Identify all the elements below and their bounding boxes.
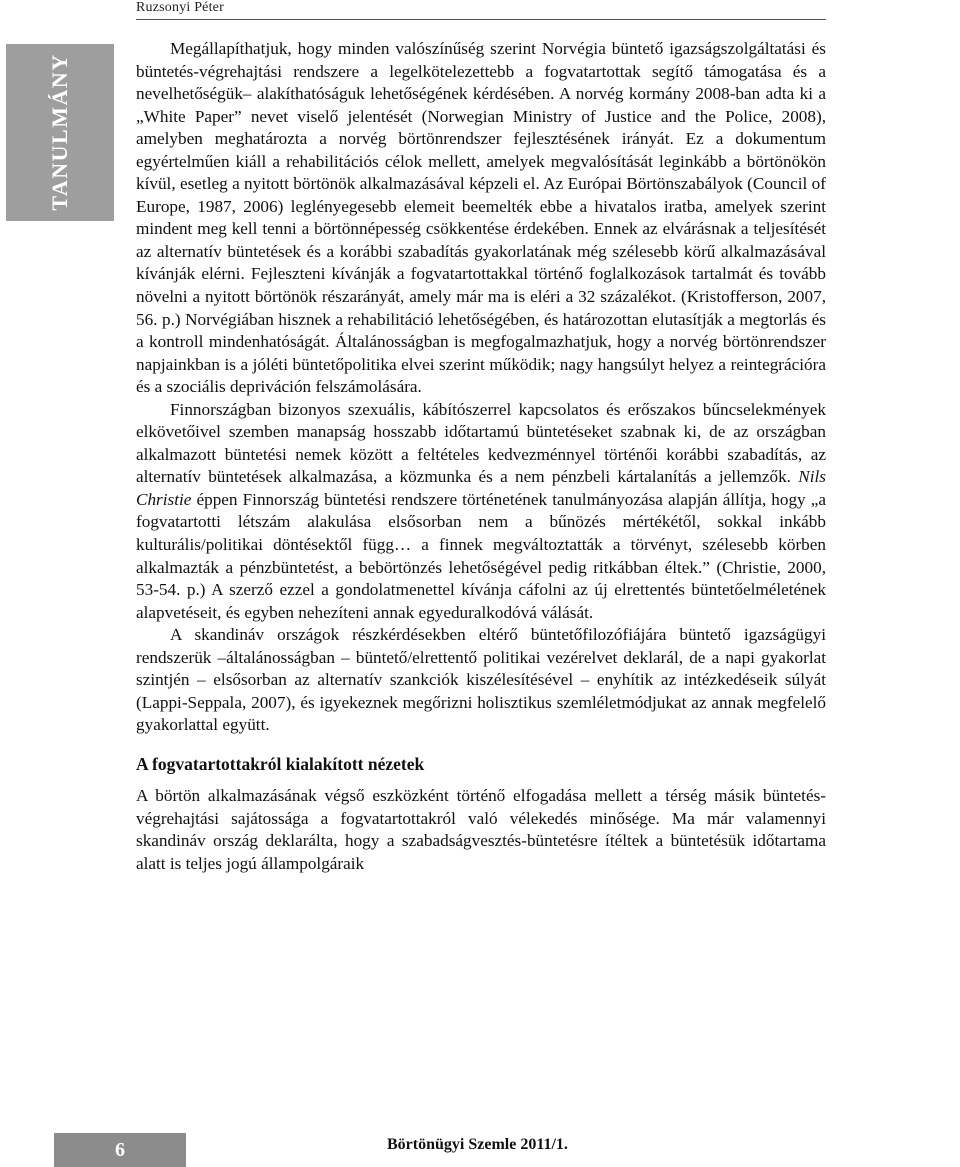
article-body <box>136 38 826 875</box>
journal-title: Börtönügyi Szemle 2011/1. <box>387 1136 568 1153</box>
header-rule <box>136 19 826 20</box>
section-tab <box>6 44 114 221</box>
page-number: 6 <box>115 1139 125 1161</box>
paragraph-finland-part2: éppen Finnország büntetési rendszere történetének tanulmányozása alapján állítja, hogy „a fogvatartotti létszám alakulása elsősorban nem a bűnözés mértékétől, sokkal inkább kulturális/politikai döntésektől függ… a finnek megváltoztatták a törvényt, szélesebb körben alkalmazták a pénzbüntetést, a bebörtönzés lehetőségével pedig ritkábban éltek.” (Christie, 2000, 53-54. p.) A szerző ezzel a gondolatmenettel kívánja cáfolni az új elrettentés büntetőelméletének alapvetéseit, és egyben nehezíteni annak egyeduralkodóvá válását. <box>136 489 826 622</box>
paragraph-finland <box>136 399 826 624</box>
paragraph-norway: Megállapíthatjuk, hogy minden valószínűség szerint Norvégia büntető igazságszolgáltatási és büntetés-végrehajtási rendszere a legelkötelezettebb a fogvatartottak segítő támogatása és a nevelhetőségük– alakíthatóságuk lehetőségének kérdésében. A norvég kormány 2008-ban adta ki a „White Paper” nevet viselő jelentését (Norwegian Ministry of Justice and the Police, 2008), amelyben meghatározta a norvég börtönrendszer fejlesztésének irányát. Ez a dokumentum egyértelműen kiáll a rehabilitációs célok mellett, amelyek megvalósítását leginkább a börtönökön kívül, esetleg a nyitott börtönök alkalmazásával képzeli el. Az Európai Börtönszabályok (Council of Europe, 1987, 2006) leglényegesebb elemeit beemelték ebbe a hivatalos iratba, amelyek szerint mindent meg kell tenni a börtönnépesség csökkentése érdekében. Ennek az elvárásnak a teljesítését az alternatív büntetések és a korábbi szabadítás gyakorlatának még szélesebb körű alkalmazásával kívánják elérni. Fejleszteni kívánják a fogvatartottakkal történő foglalkozások tartalmát és tovább növelni a nyitott börtönök részarányát, amely már ma is eléri a 32 százalékot. (Kristofferson, 2007, 56. p.) Norvégiában hisznek a rehabilitáció lehetőségében, és határozottan elutasítják a megtorlás és a kontroll mindenhatóságát. Általánosságban is megfogalmazhatjuk, hogy a norvég börtönrendszer napjainkban is a jóléti büntetőpolitika elvei szerint működik; nagy hangsúlyt helyez a reintegrációra és a szociális depriváción felszámolására. <box>136 39 826 397</box>
page-number-box <box>54 1133 186 1167</box>
paragraph-scandinavia: A skandináv országok részkérdésekben eltérő büntetőfilozófiájára büntető igazságügyi rendszerük –általánosságban – büntető/elrettentő politikai vezérelvet deklarál, de a napi gyakorlat szintjén – elsősorban az alternatív szankciók kiszélesítésével – enyhítik az intézkedéseik súlyát (Lappi-Seppala, 2007), és igyekeznek megőrizni holisztikus szemléletmódjukat az annak megfelelő gyakorlattal együtt. <box>136 625 826 735</box>
running-head-author: Ruzsonyi Péter <box>136 0 224 15</box>
section-tab-label: TANULMÁNY <box>47 53 72 211</box>
paragraph-finland-part1: Finnországban bizonyos szexuális, kábítószerrel kapcsolatos és erőszakos bűncselekmények elkövetőivel szemben manapság hosszabb időtartamú büntetéseket szabnak ki, de az országban alkalmazott büntetési nemek között a feltételes kedvezménnyel történői korábbi szabadítás, az alternatív büntetések alkalmazása, a közmunka és a nem pénzbeli kártalanítás a jellemzők. <box>136 399 826 487</box>
section-heading: A fogvatartottakról kialakított nézetek <box>136 753 425 774</box>
author-name-italic: Nils Christie <box>136 467 826 509</box>
paragraph-prisoners: A börtön alkalmazásának végső eszközként történő elfogadása mellett a térség másik büntetés-végrehajtási sajátossága a fogvatartottakról való vélekedés minősége. Ma már valamennyi skandináv ország deklarálta, hogy a szabadságvesztés-büntetésre ítéltek a büntetésük időtartama alatt is teljes jogú állampolgáraik <box>136 785 826 873</box>
